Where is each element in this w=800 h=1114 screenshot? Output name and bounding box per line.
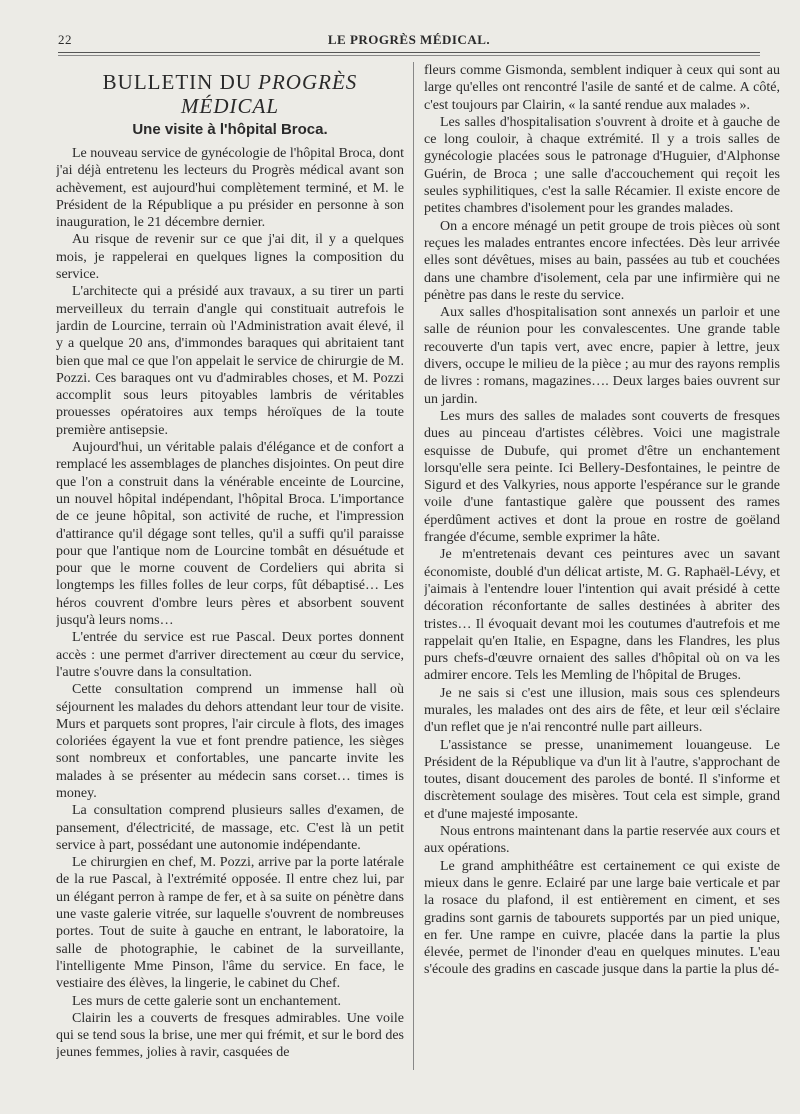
paragraph: Je ne sais si c'est une illusion, mais sous ces splendeurs murales, les malades ont des airs de fête, et leur œil s'éclaire d'un reflet que je n'ai rencontré nulle part ailleurs. bbox=[424, 685, 780, 736]
paragraph: Aux salles d'hospitalisation sont annexés un parloir et une salle de réunion pour les convalescentes. Une grande table recouverte d'un tapis vert, avec encre, papier à lettre, jeux divers, occupe le milieu de la pièce ; au mur des rayons remplis de livres : romans, magazines…. Deux larges baies ouvrent sur un jardin. bbox=[424, 305, 780, 407]
running-title: LE PROGRÈS MÉDICAL. bbox=[327, 32, 491, 47]
paragraph: Nous entrons maintenant dans la partie reservée aux cours et aux opérations. bbox=[424, 824, 780, 857]
paragraph: L'entrée du service est rue Pascal. Deux portes donnent accès : une permet d'arriver directement au cœur du service, l'autre s'ouvre dans la consultation. bbox=[56, 630, 404, 680]
paragraph: Les salles d'hospitalisation s'ouvrent à droite et à gauche de ce long couloir, à chaque extrémité. Il y a trois salles de gynécologie placées sous le patronage d'Huguier, d'Alphonse Guérin, de Broca ; une salle d'accouchement qui reçoit les seules syphilitiques, c'est la salle Récamier. Il existe encore de petites chambres d'isolement pour les grandes malades. bbox=[424, 114, 780, 217]
page-number: 22 bbox=[58, 32, 72, 47]
paragraph: Le nouveau service de gynécologie de l'hôpital Broca, dont j'ai déjà entretenu les lecteurs du Progrès médical avant son achèvement, est aujourd'hui complètement terminé, et M. le Président de la République a pu présider en personne à son inauguration, le 21 décembre dernier. bbox=[56, 146, 404, 231]
paragraph: Le chirurgien en chef, M. Pozzi, arrive par la porte latérale de la rue Pascal, à l'extrémité opposée. Il entre chez lui, par un élégant perron à rampe de fer, et à sa suite on pénètre dans une vaste galerie vitrée, sur laquelle s'ouvrent de nombreuses portes. Tout de suite à gauche en entrant, le laboratoire, la salle de photographie, le cabinet de la surveillante, l'intelligente Mme Pinson, l'âme du service. En face, le vestiaire des élèves, la lingerie, le cabinet du Chef. bbox=[56, 855, 404, 992]
paragraph: Clairin les a couverts de fresques admirables. Une voile qui se tend sous la brise, une mer qui frémit, et sur le bord des jeunes femmes, jolies à ravir, casquées de bbox=[56, 1010, 404, 1061]
paragraph: La consultation comprend plusieurs salles d'examen, de pansement, d'électricité, de massage, etc. C'est là un petit service à part, possédant une autonomie indépendante. bbox=[56, 803, 404, 853]
article-title bbox=[56, 70, 404, 118]
article-subtitle: Une visite à l'hôpital Broca. bbox=[132, 121, 328, 138]
header-rule-thin bbox=[58, 55, 760, 56]
column-divider bbox=[413, 62, 414, 1070]
paragraph: L'assistance se presse, unanimement louangeuse. Le Président de la République va d'un lit à l'autre, s'approchant de toutes, disant doucement des paroles de bonté. Il s'informe et discrètement soulage des misères. Tout cela est simple, grand et d'une majesté imposante. bbox=[424, 737, 780, 822]
paragraph: Le grand amphithéâtre est certainement ce qui existe de mieux dans le genre. Eclairé par une large baie verticale et par la rosace du plafond, il est entièrement en ciment, et ses gradins sont garnis de tabourets supportés par un pied unique, en fer. Une rampe en cuivre, placée dans la partie la plus élevée, permet de l'inonder d'eau en quelques minutes. L'eau s'écoule des gradins en cascade jusque dans la partie la plus dé- bbox=[424, 858, 780, 978]
paragraph: On a encore ménagé un petit groupe de trois pièces où sont reçues les malades entrantes encore infectées. Dès leur arrivée elles sont dévêtues, mises au bain, passées au tub et couchées dans une chambre d'isolement, cela par une infirmière qui ne pénètre pas dans le reste du service. bbox=[424, 218, 780, 303]
paragraph: Aujourd'hui, un véritable palais d'élégance et de confort a remplacé les assemblages de planches disjointes. On peut dire que l'on a construit dans la vénérable enceinte de Lourcine, un nouvel hôpital indépendant, l'hôpital Broca. L'importance de ce jeune hôpital, son activité de ruche, et l'impression d'attirance qu'il dégage sont telles, qu'il a suffi qu'il paraisse pour que l'antique nom de Lourcine tombât en désuétude et pour que le morne couvent de Cordeliers qui abrita si longtemps les filles folles de leur corps, fût débaptisé… Les héros couvrent d'ombre leurs pères et absorbent souvent jusqu'à leurs noms… bbox=[56, 440, 404, 629]
paragraph: Au risque de revenir sur ce que j'ai dit, il y a quelques mois, je rappelerai en quelques lignes la composition du service. bbox=[56, 232, 404, 283]
paragraph: Cette consultation comprend un immense hall où séjournent les malades du dehors attendant leur tour de visite. Murs et parquets sont propres, l'air circule à flots, des images coloriées égayent la vue et font prendre patience, les sièges sont nombreux et confortables, une pancarte invite les malades à se présenter au médecin sans corset… times is money. bbox=[56, 682, 404, 801]
page-header bbox=[58, 32, 760, 54]
right-column bbox=[424, 62, 780, 1074]
paragraph: Les murs de cette galerie sont un enchantement. bbox=[72, 993, 342, 1009]
paragraph: Les murs des salles de malades sont couverts de fresques dues au pinceau d'artistes célèbres. Voici une magistrale esquisse de Dubufe, qui promet d'être un enchantement lorsqu'elle sera peinte. Ici Bellery-Desfontaines, le peintre de Sigurd et des Valkyries, nous apporte l'espérance sur le grande voile d'une fantastique galère que poussent des rames éperdûment actives et dont la proue en rostre de goëland frangée d'écume, semble exprimer la hâte. bbox=[424, 408, 780, 546]
paragraph: L'architecte qui a présidé aux travaux, a su tirer un parti merveilleux du terrain d'angle qui constituait autrefois le jardin de Lourcine, terrain où l'Administration avait élevé, il y a quelque 20 ans, d'immondes baraques qui abritaient tant bien que mal ce que l'on appelait le service de chirurgie de M. Pozzi. Ces baraques ont vu d'admirables choses, et M. Pozzi accomplit sous leurs pitoyables lambris de véritables prouesses opératoires aux temps héroïques de la toute première antisepsie. bbox=[56, 284, 404, 438]
paragraph: Je m'entretenais devant ces peintures avec un savant économiste, doublé d'un délicat artiste, M. G. Raphaël-Lévy, et j'aimais à l'entendre louer l'intention qui avait présidé à cette décoration réconfortante de salles destinées à abriter des tristes… Il évoquait devant moi les coutumes d'autrefois et me rappelait qu'en Italie, en Espagne, dans les Flandres, les plus purs chefs-d'œuvre ornaient des salles d'hôpital où on va les admirer encore. Tels les Memling de l'hôpital de Bruges. bbox=[424, 547, 780, 684]
left-column bbox=[56, 62, 404, 1074]
paragraph: fleurs comme Gismonda, semblent indiquer à ceux qui sont au large qu'elles ont rencontré l'asile de santé et de calme. A côté, c'est toujours par Clairin, « la santé rendue aux malades ». bbox=[424, 63, 780, 113]
header-rule bbox=[58, 52, 760, 53]
article-title-italic: PROGRÈS MÉDICAL bbox=[181, 70, 358, 118]
article-title-plain: BULLETIN DU bbox=[102, 70, 259, 94]
